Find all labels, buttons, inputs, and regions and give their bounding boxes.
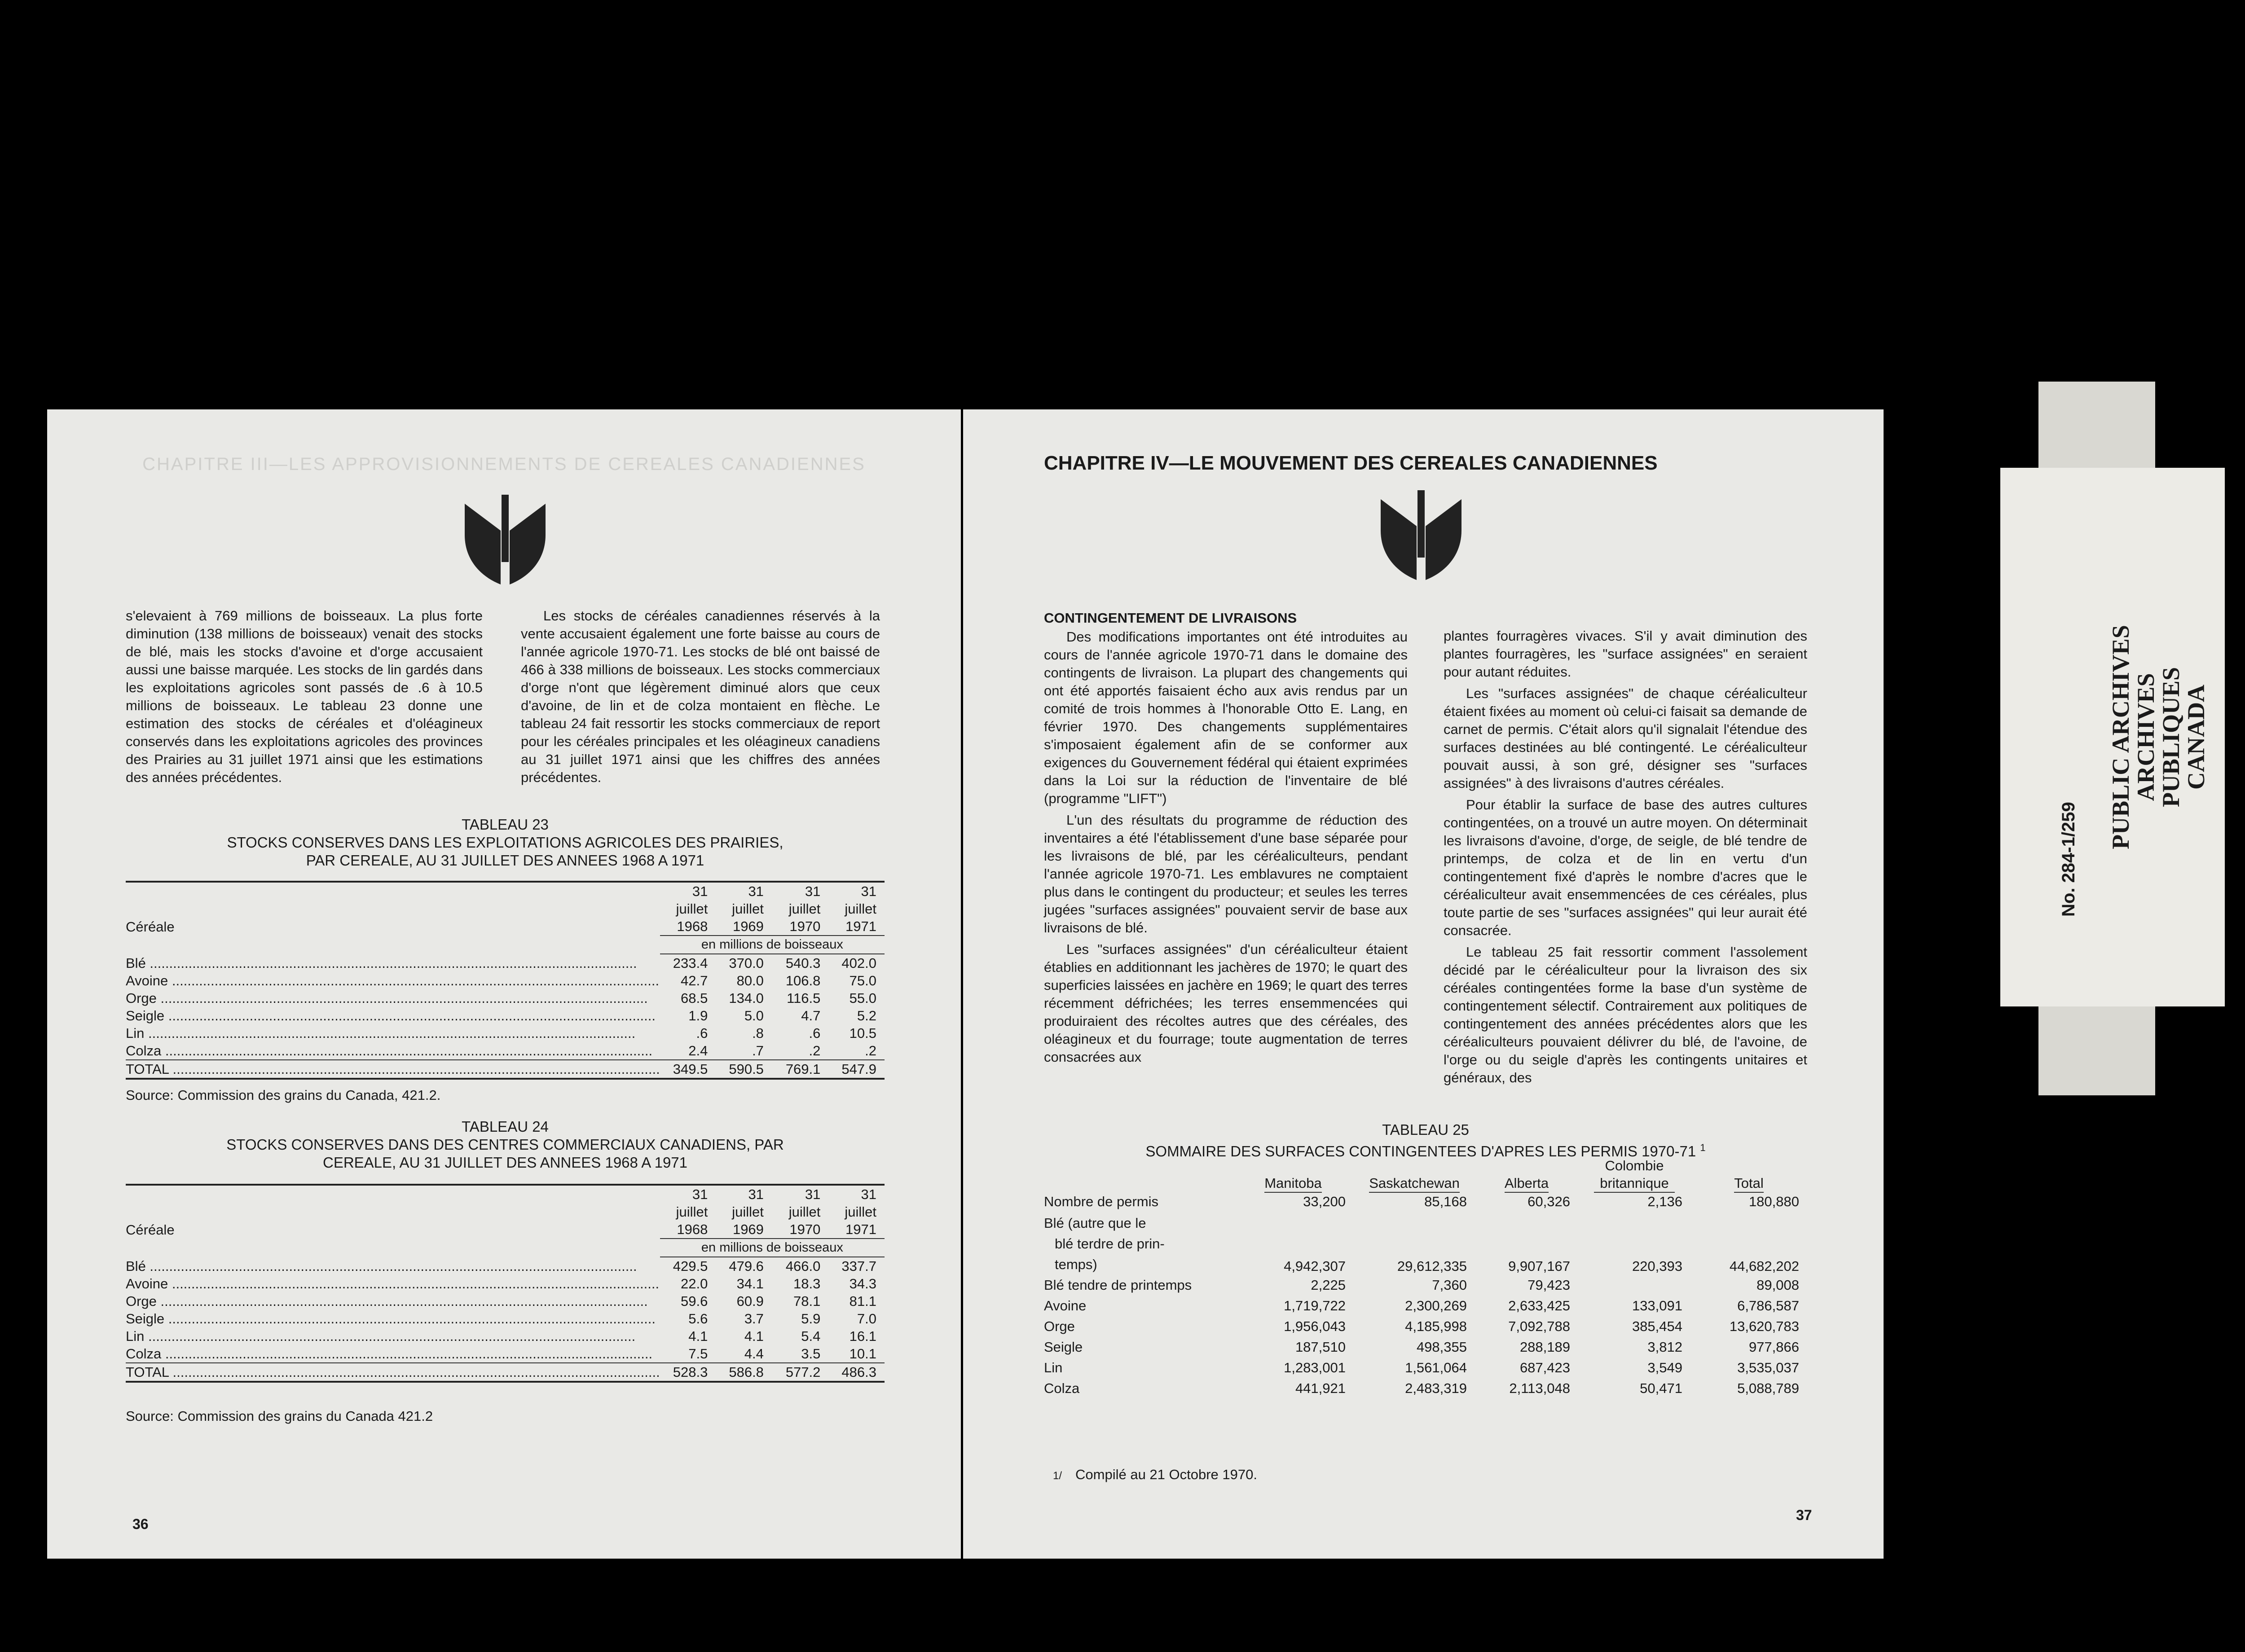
table25-heading	[1044, 1121, 1807, 1160]
left-page	[47, 409, 961, 1559]
col-header: 31 juillet	[732, 1186, 764, 1220]
table-row: Nombre de permis 33,200 85,168 60,326 2,136 180,880	[1044, 1194, 1799, 1209]
table-row: Blé ..... 233.4 370.0 540.3 402.0	[126, 954, 885, 972]
footnote-marker: 1	[1700, 1142, 1706, 1153]
table-row: Blé tendre de printemps 2,225 7,360 79,423 89,008	[1044, 1277, 1799, 1293]
col-header-alberta: Alberta	[1505, 1174, 1549, 1193]
table23-label: TABLEAU 23	[462, 816, 549, 833]
table-row: Blé (autre que le blé terdre de prin- temps) 4,942,307 29,612,335 9,907,167 220,393 44,682,202	[1044, 1215, 1799, 1274]
archive-line2: ARCHIVES PUBLIQUES	[2132, 667, 2184, 808]
table24	[126, 1184, 885, 1383]
section-heading: CONTINGENTEMENT DE LIVRAISONS	[1044, 610, 1297, 626]
page-number: 37	[1796, 1507, 1812, 1523]
col-header-manitoba: Manitoba	[1264, 1174, 1322, 1193]
paragraph: Les "surfaces assignées" de chaque céréaliculteur étaient fixées au moment où celui-ci faisait sa demande de carnet de permis. C'était alors qu'il signalait l'étendue des surfaces destinées au blé contingenté. Le céréaliculteur pouvait aussi, à son gré, désigner ses "surfaces assignées" à des livraisons d'autres céréales.	[1444, 685, 1807, 791]
table-row: Orge ..... 68.5 134.0 116.5 55.0	[126, 989, 885, 1007]
col-header-total: Total	[1734, 1174, 1763, 1193]
table-row: Avoine 1,719,722 2,300,269 2,633,425 133,091 6,786,587	[1044, 1298, 1799, 1314]
table24-label: TABLEAU 24	[462, 1118, 549, 1135]
archive-line3: CANADA	[2183, 685, 2210, 790]
table23-source: Source: Commission des grains du Canada, 421.2.	[126, 1087, 441, 1103]
footnote-marker: 1/	[1053, 1470, 1062, 1482]
table25-label: TABLEAU 25	[1382, 1121, 1469, 1138]
table-row: Lin ..... .6 .8 .6 10.5	[126, 1024, 885, 1042]
year-header: 1971	[845, 1221, 876, 1237]
table-row: Seigle ..... 1.9 5.0 4.7 5.2	[126, 1007, 885, 1024]
table24-heading	[126, 1118, 885, 1172]
paragraph: Les stocks de céréales canadiennes réservés à la vente accusaient également une forte baisse au cours de l'année agricole 1970-71. Les stocks de blé ont baissé de 466 à 338 millions de boisseaux. Les stocks commerciaux d'orge n'ont que légèrement diminué alors que ceux d'avoine, de lin et de colza montaient en flèche. Le tableau 24 fait ressortir les stocks commerciaux de report pour les céréales principales et les oléagineux canadiens au 31 juillet 1971 ainsi que les chiffres des années précédentes.	[521, 608, 880, 785]
paragraph: s'elevaient à 769 millions de boisseaux. La plus forte diminution (138 millions de boisseaux) venait des stocks de blé, mais les stocks d'avoine et d'orge accusaient aussi une baisse marquée. Les stocks de lin gardés dans les exploitations agricoles sont passés de .6 à 10.5 millions de boisseaux. Le tableau 23 donne une estimation des stocks de céréales et d'oléagineux conservés dans les exploitations agricoles des provinces des Prairies au 31 juillet 1971 ainsi que les estimations des années précédentes.	[126, 608, 483, 785]
row-label-header: Céréale	[126, 918, 175, 935]
table23-title-line2: PAR CEREALE, AU 31 JUILLET DES ANNEES 1968 A 1971	[306, 852, 704, 869]
paragraph: Des modifications importantes ont été introduites au cours de l'année agricole 1970-71 dans le domaine des contingents de livraison. La plupart des changements qui ont été apportés faisaient écho aux avis rendus par un comité de trois hommes à l'honorable Otto E. Lang, en février 1970. Des changements supplémentaires s'imposaient également afin de se conformer aux exigences du Gouvernement fédéral qui étaient exprimées dans la Loi sur la réduction de l'inventaire de blé (programme "LIFT")	[1044, 629, 1408, 806]
table24-title-line2: CEREALE, AU 31 JUILLET DES ANNEES 1968 A 1971	[322, 1154, 687, 1171]
year-header: 1971	[845, 918, 876, 934]
table24-title-line1: STOCKS CONSERVES DANS DES CENTRES COMMERCIAUX CANADIENS, PAR	[226, 1136, 784, 1153]
wheat-emblem-icon	[1376, 490, 1466, 589]
unit-label: en millions de boisseaux	[660, 936, 885, 954]
faded-running-header: CHAPITRE III—LES APPROVISIONNEMENTS DE CEREALES CANADIENNES	[142, 454, 866, 474]
table-row: Colza 441,921 2,483,319 2,113,048 50,471 5,088,789	[1044, 1380, 1799, 1396]
col-header: 31 juillet	[845, 1186, 876, 1220]
table-row: Seigle 187,510 498,355 288,189 3,812 977,866	[1044, 1339, 1799, 1355]
unit-label: en millions de boisseaux	[660, 1239, 885, 1257]
year-header: 1968	[677, 918, 708, 934]
page-number: 36	[132, 1516, 149, 1532]
paragraph: Pour établir la surface de base des autres cultures contingentées, on a trouvé un autre moyen. On déterminait les livraisons d'avoine, d'orge, de seigle, de blé tendre de printemps, de colza et de lin en vertu d'un contingentement fixé d'après le nombre d'acres que le céréaliculteur avait ensemmencées de ces céréales, plus toute partie de ses "surfaces assignées" qui leur aurait été consacrée.	[1444, 797, 1807, 938]
right-column-2	[1444, 627, 1807, 1090]
table-row: Avoine ..... 42.7 80.0 106.8 75.0	[126, 972, 885, 989]
paragraph: Les "surfaces assignées" d'un céréaliculteur étaient établies en additionnant les jachères de 1970; le quart des superficies laissées en jachère en 1969; le quart des terres récemment défrichées; les terres ensemmencées qui produiraient des récoltes autres que des céréales, des oléagineux et du fourrage; toute augmentation de terres consacrées aux	[1044, 941, 1408, 1065]
table-row: Colza ..... 7.5 4.4 3.5 10.1	[126, 1345, 885, 1363]
table25	[1044, 1157, 1807, 1399]
paragraph: Le tableau 25 fait ressortir comment l'assolement décidé par le céréaliculteur pour la livraison des six céréales contingentées forme la base d'un système de contingentement sélectif. Contrairement aux politiques de contingentement des années précédentes alors que les céréaliculteurs pouvaient délivrer du blé, de l'avoine, de l'orge ou du seigle d'après les contingents unitaires et généraux, des	[1444, 944, 1807, 1085]
table-row: Blé ..... 429.5 479.6 466.0 337.7	[126, 1257, 885, 1275]
table23-title-line1: STOCKS CONSERVES DANS LES EXPLOITATIONS AGRICOLES DES PRAIRIES,	[227, 834, 784, 851]
table24-source: Source: Commission des grains du Canada 421.2	[126, 1408, 433, 1424]
left-column-2	[521, 607, 880, 790]
total-row: TOTAL ..... 528.3 586.8 577.2 486.3	[126, 1363, 885, 1382]
year-header: 1969	[732, 918, 764, 934]
row-label-header: Céréale	[126, 1221, 175, 1238]
year-header: 1969	[732, 1221, 764, 1237]
col-header: 31 juillet	[676, 883, 708, 917]
table-row: Lin 1,283,001 1,561,064 687,423 3,549 3,535,037	[1044, 1360, 1799, 1375]
chapter-title: CHAPITRE IV—LE MOUVEMENT DES CEREALES CANADIENNES	[1044, 452, 1658, 474]
table-row: Lin ..... 4.1 4.1 5.4 16.1	[126, 1327, 885, 1345]
table23-heading	[126, 816, 885, 870]
table25-title: SOMMAIRE DES SURFACES CONTINGENTEES D'APRES LES PERMIS 1970-71	[1145, 1143, 1696, 1160]
table25-footnote: 1/ Compilé au 21 Octobre 1970.	[1053, 1467, 1257, 1482]
table-row: Orge 1,956,043 4,185,998 7,092,788 385,454 13,620,783	[1044, 1318, 1799, 1334]
paragraph: L'un des résultats du programme de réduction des inventaires a été l'établissement d'une base séparée pour les livraisons de blé, par les céréaliculteurs, pendant l'année agricole 1970-71. Les emblavures ne comptaient plus dans le contingent du producteur; et seules les terres jugées "surfaces assignées" pouvaient servir de base aux livraisons de blé.	[1044, 812, 1408, 936]
col-header: 31 juillet	[845, 883, 876, 917]
archive-line1: PUBLIC ARCHIVES	[2107, 625, 2134, 849]
archive-card-text	[2108, 602, 2209, 872]
archive-reference-number: No. 284-1/259	[2059, 802, 2078, 917]
table-row: Avoine ..... 22.0 34.1 18.3 34.3	[126, 1275, 885, 1292]
paragraph: plantes fourragères vivaces. S'il y avait diminution des plantes fourragères, les "surface assignées" en seraient pour autant réduites.	[1444, 628, 1807, 680]
table-row: Colza ..... 2.4 .7 .2 .2	[126, 1042, 885, 1060]
right-page	[963, 409, 1884, 1559]
col-header: 31 juillet	[788, 883, 821, 917]
year-header: 1968	[677, 1221, 708, 1237]
table23	[126, 881, 885, 1080]
table-row: Seigle ..... 5.6 3.7 5.9 7.0	[126, 1310, 885, 1327]
year-header: 1970	[789, 1221, 821, 1237]
archive-card	[2000, 468, 2225, 1006]
col-header: 31 juillet	[788, 1186, 821, 1220]
col-header: 31 juillet	[732, 883, 764, 917]
total-row: TOTAL ..... 349.5 590.5 769.1 547.9	[126, 1060, 885, 1079]
right-column-1	[1044, 609, 1408, 1070]
table-row: Orge ..... 59.6 60.9 78.1 81.1	[126, 1292, 885, 1310]
left-column-1	[126, 607, 483, 790]
col-header-saskatchewan: Saskatchewan	[1369, 1174, 1460, 1193]
wheat-emblem-icon	[460, 495, 550, 593]
col-header-colombie-britannique: Colombie britannique	[1594, 1157, 1675, 1193]
year-header: 1970	[789, 918, 821, 934]
col-header: 31 juillet	[676, 1186, 708, 1220]
